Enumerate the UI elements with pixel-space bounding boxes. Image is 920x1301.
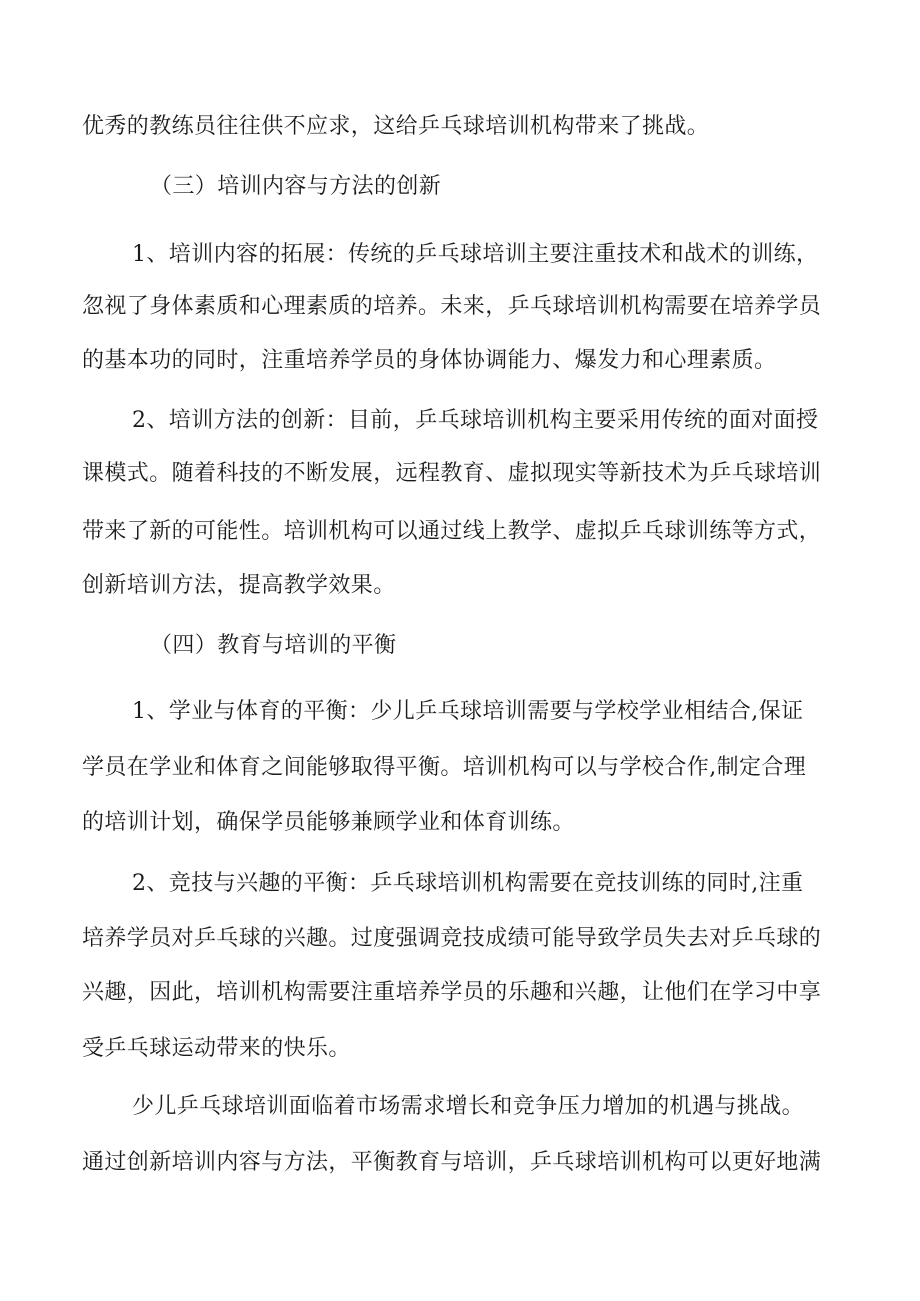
- paragraph-line: 优秀的教练员往往供不应求，这给乒乓球培训机构带来了挑战。: [82, 114, 710, 139]
- paragraph-line: 带来了新的可能性。培训机构可以通过线上教学、虚拟乒乓球训练等方式，: [82, 519, 822, 544]
- paragraph-line: 忽视了身体素质和心理素质的培养。未来，乒乓球培训机构需要在培养学员: [82, 294, 822, 319]
- section-heading-3: （三）培训内容与方法的创新: [150, 174, 442, 199]
- section-heading-4: （四）教育与培训的平衡: [150, 633, 397, 658]
- paragraph-line: 的基本功的同时，注重培养学员的身体协调能力、爆发力和心理素质。: [82, 348, 777, 373]
- paragraph-line: 培养学员对乒乓球的兴趣。过度强调竞技成绩可能导致学员失去对乒乓球的: [82, 926, 822, 951]
- paragraph-line: 受乒乓球运动带来的快乐。: [82, 1036, 351, 1061]
- paragraph-line: 2、培训方法的创新：目前，乒乓球培训机构主要采用传统的面对面授: [132, 408, 819, 433]
- paragraph-line: 1、学业与体育的平衡：少儿乒乓球培训需要与学校学业相结合,保证: [132, 699, 804, 724]
- paragraph-line: 少儿乒乓球培训面临着市场需求增长和竞争压力增加的机遇与挑战。: [132, 1094, 805, 1119]
- paragraph-line: 2、竞技与兴趣的平衡：乒乓球培训机构需要在竞技训练的同时,注重: [132, 871, 804, 896]
- paragraph-line: 兴趣，因此，培训机构需要注重培养学员的乐趣和兴趣，让他们在学习中享: [82, 980, 822, 1005]
- paragraph-line: 学员在学业和体育之间能够取得平衡。培训机构可以与学校合作,制定合理: [82, 755, 807, 780]
- paragraph-line: 创新培训方法，提高教学效果。: [82, 573, 396, 598]
- paragraph-line: 通过创新培训内容与方法，平衡教育与培训，乒乓球培训机构可以更好地满: [82, 1150, 822, 1175]
- paragraph-line: 课模式。随着科技的不断发展，远程教育、虚拟现实等新技术为乒乓球培训: [82, 461, 822, 486]
- paragraph-line: 1、培训内容的拓展：传统的乒乓球培训主要注重技术和战术的训练，: [132, 242, 819, 267]
- paragraph-line: 的培训计划，确保学员能够兼顾学业和体育训练。: [82, 810, 575, 835]
